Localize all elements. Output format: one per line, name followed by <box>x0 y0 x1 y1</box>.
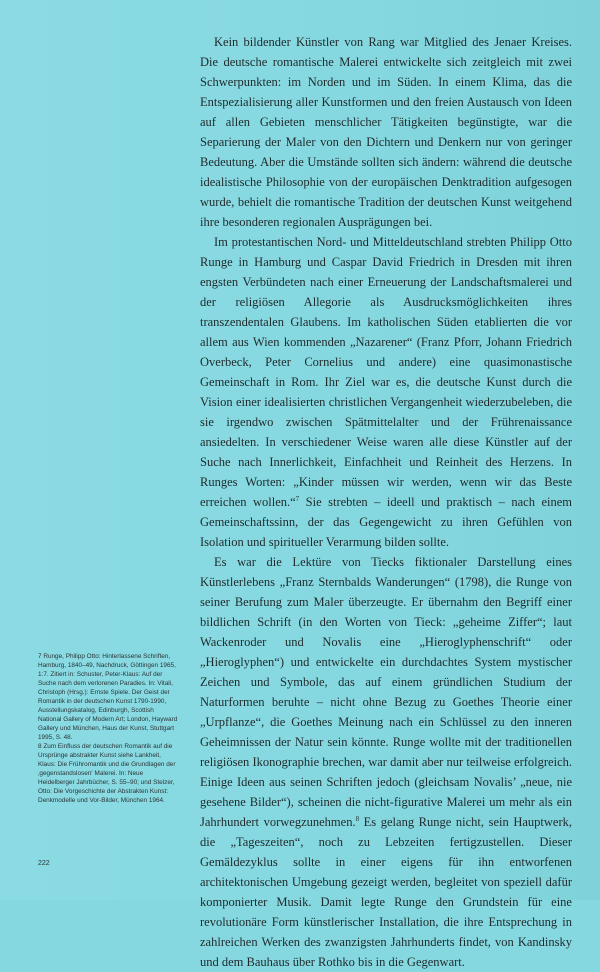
footnote-ref-7: 7 <box>295 494 300 503</box>
paragraph-1-text: Kein bildender Künstler von Rang war Mitglied des Jenaer Kreises. Die deutsche romantische Malerei entwickelte sich zeitgleich mit zwei Schwerpunkten: im Norden und im Süden. In einem Klima, das die Entspezialisierung aller Kunstformen und den freien Austausch von Ideen auf allen Gebieten menschlicher Tätigkeiten begünstigte, war die Separierung der Maler von den Dichtern und Denkern nur von geringer Bedeutung. Aber die Umstände sollten sich ändern: während die deutsche idealistische Philosophie von der europäischen Denktradition aufgesogen wurde, behielt die romantische Tradition der deutschen Kunst weitgehend ihre besonderen regionalen Ausprägungen bei. <box>200 35 572 229</box>
footnote-ref-8: 8 <box>355 814 360 823</box>
paragraph-2 <box>200 232 572 552</box>
footnotes <box>38 652 178 805</box>
main-text-column <box>200 32 572 972</box>
paragraph-2-tail: Sie strebten – ideell und praktisch – nach einem Gemeinschaftssinn, der das Gegengewicht zu ihren Gefühlen von Isolation und spiritueller Verarmung bilden sollte. <box>200 495 573 549</box>
page-number: 222 <box>38 860 50 867</box>
paragraph-2-text: Im protestantischen Nord- und Mitteldeutschland strebten Philipp Otto Runge in Hamburg und Caspar David Friedrich in Dresden mit ihren engsten Verbündeten nach einer Erneuerung der Landschaftsmalerei und der religiösen Allegorie als Ausdrucksmöglichkeiten ihres transzendentalen Glaubens. Im katholischen Süden etablierten die vor allem aus Wien kommenden „Nazarener“ (Franz Pforr, Johann Friedrich Overbeck, Peter Cornelius und andere) eine quasimonastische Gemeinschaft in Rom. Ihr Ziel war es, die deutsche Kunst durch die Vision einer idealisierten christlichen Vergangenheit wiederzubeleben, die sie irgendwo zwischen Spätmittelalter und der Frührenaissance ansiedelten. In verschiedener Weise waren alle diese Künstler auf der Suche nach Innerlichkeit, Einfachheit und Reinheit des Herzens. In Runges Worten: „Kinder müssen wir werden, wenn wir das Beste erreichen wollen.“ <box>200 235 572 509</box>
paragraph-3 <box>200 552 572 972</box>
paragraph-3-tail: Es gelang Runge nicht, sein Hauptwerk, die „Tageszeiten“, noch zu Lebzeiten fertigzustellen. Dieser Gemäldezyklus sollte in einer eigens für ihn entworfenen architektonischen Umgebung gezeigt werden, begleitet von speziell dafür komponierter Musik. Damit legte Runge den Grundstein für eine revolutionäre Form künstlerischer Installation, die ihre Entsprechung in zahlreichen Werken des zwanzigsten Jahrhunderts findet, von Kandinsky und dem Bauhaus über Rothko bis in die Gegenwart. <box>200 815 572 969</box>
footnote-7: 7 Runge, Philipp Otto: Hinterlassene Schriften, Hamburg, 1840–49, Nachdruck, Göttingen 1965, 1:7. Zitiert in: Schuster, Peter-Klaus: Auf der Suche nach dem verlorenen Paradies. In: Vitali, Christoph (Hrsg.): Ernste Spiele. Der Geist der Romantik in der deutschen Kunst 1790-1990, Ausstellungskatalog, Edinburgh, Scottish National Gallery of Modern Art; London, Hayward Gallery und München, Haus der Kunst, Stuttgart 1995, S. 48. <box>38 653 178 741</box>
paragraph-1 <box>200 32 572 232</box>
footnote-8: 8 Zum Einfluss der deutschen Romantik auf die Ursprünge abstrakter Kunst siehe Lankheit, Klaus: Die Frühromantik und die Grundlagen der ‚gegenstandslosen‘ Malerei. In: Neue Heidelberger Jahrbücher, S. 55–90; und Stelzer, Otto: Die Vorgeschichte der Abstrakten Kunst: Denkmodelle und Vor-Bilder, München 1964. <box>38 743 176 804</box>
paragraph-3-text: Es war die Lektüre von Tiecks fiktionaler Darstellung eines Künstlerlebens „Franz Sternbalds Wanderungen“ (1798), die Runge von seiner Berufung zum Maler überzeugte. Er übernahm den Begriff einer bildlichen Schrift (in den Worten von Tieck: „geheime Ziffer“; laut Wackenroder und Novalis eine „Hieroglyphenschrift“ oder „Hieroglyphen“) und entwickelte ein durchdachtes System mystischer Zeichen und Symbole, das auf einem gründlichen Studium der Naturformen beruhte – nicht ohne Bezug zu Goethes Theorie einer „Urpflanze“, die Goethes Meinung nach ein Schlüssel zu den inneren Geheimnissen der Natur sein könnte. Runge wollte mit der traditionellen religiösen Ikonographie brechen, war damit aber nur teilweise erfolgreich. Einige Ideen aus seinen Schriften jedoch (gleichsam Novalis’ „neue, nie gesehene Bilder“), scheinen die nicht-figurative Malerei um mehr als ein Jahrhundert vorwegzunehmen. <box>200 555 572 829</box>
